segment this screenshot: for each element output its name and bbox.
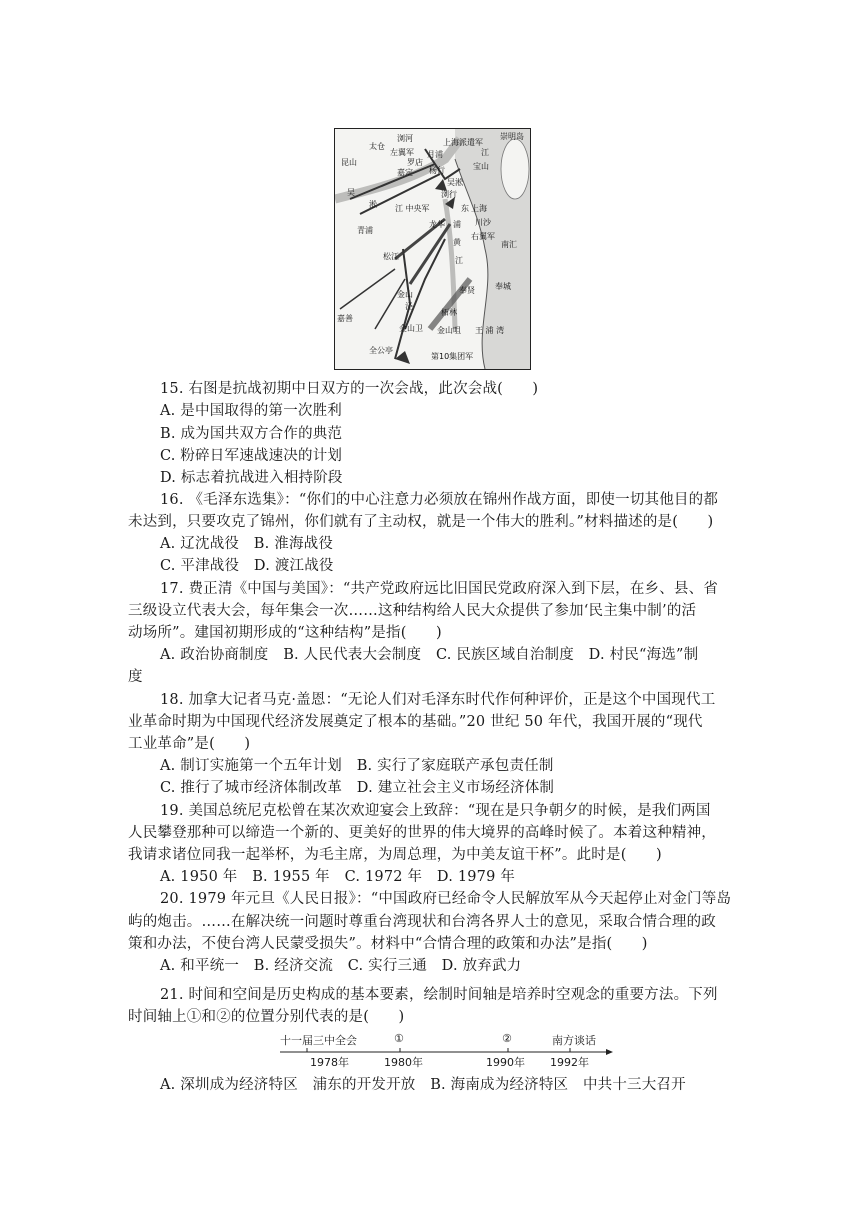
question-19-stem-cont2: 我请求诸位同我一起举杯，为毛主席，为周总理，为中美友谊干杯”。此时是( ) — [128, 847, 662, 863]
map-label: 金山 — [397, 290, 413, 299]
map-label: 江 — [481, 148, 489, 157]
battle-map — [334, 128, 531, 370]
map-label: 东 — [461, 204, 469, 213]
map-label: 浏行 — [441, 190, 457, 199]
map-label: 金山卫 — [399, 324, 423, 333]
option-15d: D. 标志着抗战进入相持阶段 — [160, 470, 343, 486]
map-label: 奉贤 — [459, 286, 475, 295]
map-label: 泾 — [405, 302, 413, 311]
map-label: 嘉善 — [337, 314, 353, 323]
option-15b: B. 成为国共双方合作的典范 — [160, 426, 343, 442]
map-label: 南汇 — [501, 240, 517, 249]
options-20: A. 和平统一 B. 经济交流 C. 实行三通 D. 放弃武力 — [160, 958, 522, 974]
battle-map-svg — [335, 129, 530, 369]
map-label: 浦 — [453, 220, 461, 229]
question-16-stem: 16. 《毛泽东选集》：“你们的中心注意力必须放在锦州作战方面，即使一切其他目的都 — [160, 492, 719, 508]
question-17-stem-cont: 三级设立代表大会，每年集会一次……这种结构给人民大众提供了参加‘民主集中制’的活 — [128, 603, 697, 619]
map-label: 黄 — [453, 238, 461, 247]
map-label: 昆山 — [341, 158, 357, 167]
question-21-stem-cont: 时间轴上①和②的位置分别代表的是( ) — [128, 1009, 405, 1025]
map-label: 吴淞 — [447, 178, 463, 187]
map-label: 龙华 — [429, 220, 445, 229]
options-16cd: C. 平津战役 D. 渡江战役 — [160, 558, 334, 574]
options-17-cont: 度 — [128, 669, 143, 685]
map-label: 左翼军 — [390, 148, 414, 157]
map-label: 上海派遣军 — [443, 138, 483, 147]
question-17-stem: 17. 费正清《中国与美国》：“共产党政府远比旧国民党政府深入到下层，在乡、县、省 — [160, 581, 719, 597]
map-label: 右翼军 — [471, 232, 495, 241]
options-21ab: A. 深圳成为经济特区 浦东的开发开放 B. 海南成为经济特区 中共十三大召开 — [160, 1077, 686, 1093]
question-19-stem-cont: 人民攀登那种可以缔造一个新的、更美好的世界的伟大境界的高峰时候了。本着这种精神， — [128, 825, 716, 841]
map-label: 柘林 — [441, 308, 457, 317]
question-15-stem: 15. 右图是抗战初期中日双方的一次会战，此次会战( ) — [160, 381, 539, 397]
timeline-year-1978: 1978年 — [310, 1056, 349, 1069]
map-label: 崇明岛 — [500, 132, 524, 141]
map-label: 杨行 — [429, 166, 445, 175]
options-19: A. 1950 年 B. 1955 年 C. 1972 年 D. 1979 年 — [160, 869, 516, 885]
map-label: 月浦 — [427, 150, 443, 159]
option-15c: C. 粉碎日军速战速决的计划 — [160, 448, 343, 464]
map-label: 宝山 — [473, 162, 489, 171]
question-20-stem: 20. 1979 年元旦《人民日报》：“中国政府已经命令人民解放军从今天起停止对金门等岛 — [160, 891, 732, 907]
map-label: 江 中央军 — [395, 204, 430, 213]
map-label: 上海 — [471, 204, 487, 213]
question-20-stem-cont: 屿的炮击。……在解决统一问题时尊重台湾现状和台湾各界人士的意见，采取合情合理的政 — [128, 914, 716, 930]
map-label: 松江 — [383, 252, 399, 261]
timeline-label-third-plenum: 十一届三中全会 — [280, 1034, 357, 1047]
timeline — [280, 1032, 615, 1072]
map-label: 罗店 — [407, 158, 423, 167]
question-17-stem-cont2: 动场所”。建国初期形成的“这种结构”是指( ) — [128, 625, 442, 641]
option-15a: A. 是中国取得的第一次胜利 — [160, 403, 342, 419]
question-18-stem: 18. 加拿大记者马克·盖恩：“无论人们对毛泽东时代作何种评价，正是这个中国现代工 — [160, 692, 716, 708]
timeline-year-1990: 1990年 — [486, 1056, 525, 1069]
map-label: 奉城 — [495, 282, 511, 291]
timeline-year-1980: 1980年 — [384, 1056, 423, 1069]
question-18-stem-cont2: 工业革命”是( ) — [128, 736, 251, 752]
map-label: 嘉定 — [397, 168, 413, 177]
map-label: 浏河 — [397, 134, 413, 143]
question-18-stem-cont: 业革命时期为中国现代经济发展奠定了根本的基础。”20 世纪 50 年代，我国开展的“现代 — [128, 714, 703, 730]
question-20-stem-cont2: 策和办法，不使台湾人民蒙受损失”。材料中“合情合理的政策和办法”是指( ) — [128, 936, 648, 952]
timeline-label-2: ② — [502, 1032, 512, 1045]
map-label: 淞 — [369, 200, 377, 209]
map-label: 吴 — [347, 188, 355, 197]
map-label: 金山咀 — [437, 326, 461, 335]
options-18cd: C. 推行了城市经济体制改革 D. 建立社会主义市场经济体制 — [160, 780, 555, 796]
question-19-stem: 19. 美国总统尼克松曾在某次欢迎宴会上致辞：“现在是只争朝夕的时候，是我们两国 — [160, 803, 711, 819]
map-label: 王 浦 湾 — [475, 326, 505, 335]
map-label: 川沙 — [475, 218, 491, 227]
question-21-stem: 21. 时间和空间是历史构成的基本要素，绘制时间轴是培养时空观念的重要方法。下列 — [160, 987, 718, 1003]
map-label: 第10集团军 — [431, 352, 474, 361]
options-16ab: A. 辽沈战役 B. 淮海战役 — [160, 536, 334, 552]
map-label: 太仓 — [369, 142, 385, 151]
map-label: 江 — [455, 256, 463, 265]
timeline-year-1992: 1992年 — [550, 1056, 589, 1069]
map-label: 青浦 — [357, 226, 373, 235]
timeline-label-southern-tour: 南方谈话 — [552, 1034, 596, 1047]
options-17: A. 政治协商制度 B. 人民代表大会制度 C. 民族区域自治制度 D. 村民“海选”制 — [160, 647, 699, 663]
map-label: 全公亭 — [369, 346, 393, 355]
options-18ab: A. 制订实施第一个五年计划 B. 实行了家庭联产承包责任制 — [160, 758, 554, 774]
question-16-stem-cont: 未达到，只要攻克了锦州，你们就有了主动权，就是一个伟大的胜利。”材料描述的是( ) — [128, 514, 714, 530]
timeline-label-1: ① — [394, 1032, 404, 1045]
